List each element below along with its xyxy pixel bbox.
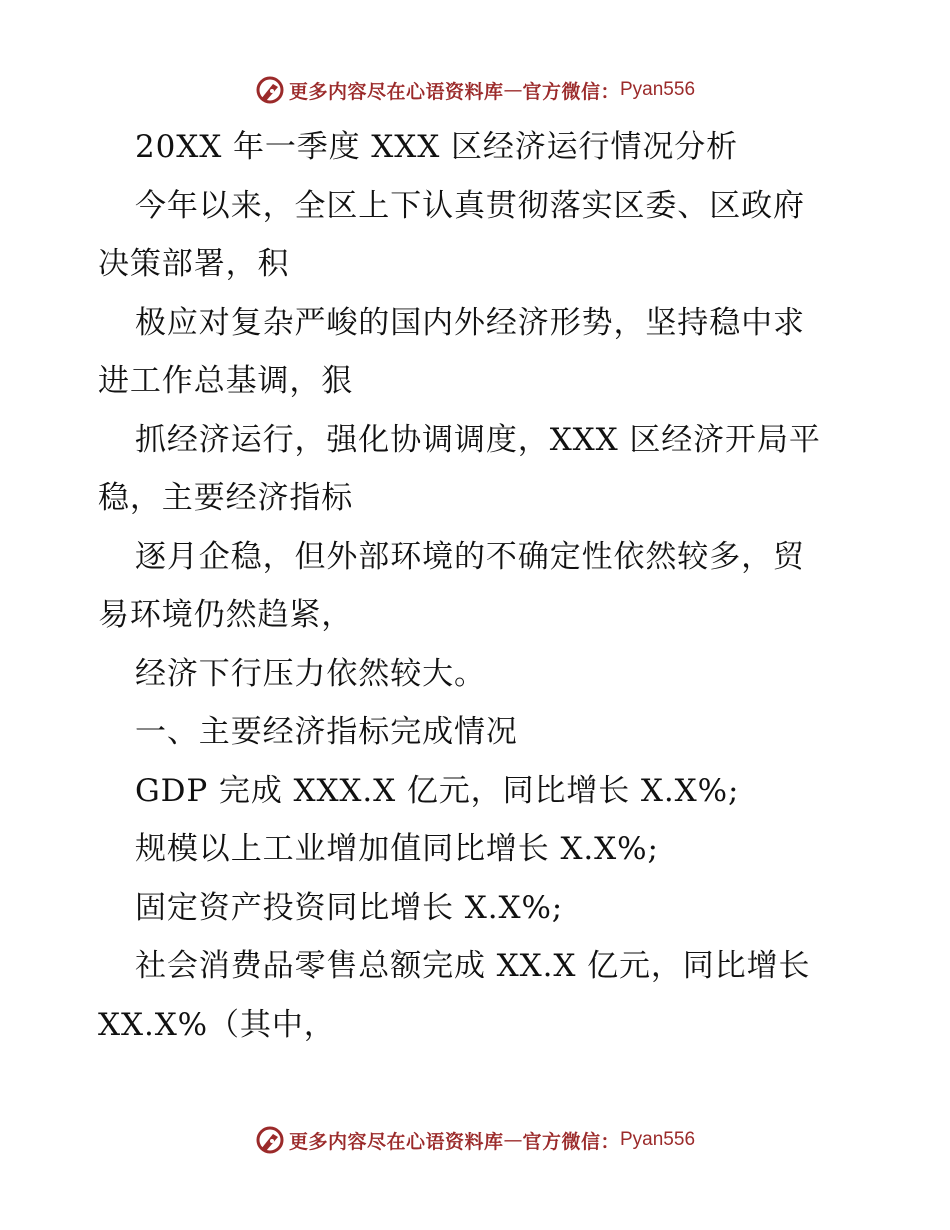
document-body [98, 118, 854, 1054]
watermark-wechat-id: Pyan556 [620, 1129, 696, 1150]
document-line: 规模以上工业增加值同比增长 X.X%; [135, 831, 659, 867]
document-line: GDP 完成 XXX.X 亿元，同比增长 X.X%; [135, 772, 740, 809]
document-line: 易环境仍然趋紧， [98, 597, 354, 633]
watermark-text: 更多内容尽在心语资料库 [288, 80, 504, 103]
document-line: 今年以来，全区上下认真贯彻落实区委、区政府 [135, 187, 805, 224]
footer-watermark [0, 1120, 950, 1160]
document-line: 进工作总基调，狠 [98, 363, 354, 399]
document-line: 一、主要经济指标完成情况 [135, 714, 518, 750]
document-line: 稳，主要经济指标 [98, 480, 354, 516]
header-watermark [0, 70, 950, 110]
watermark-text: 更多内容尽在心语资料库 [288, 1130, 504, 1153]
document-line: 20XX 年一季度 XXX 区经济运行情况分析 [135, 129, 739, 165]
document-line: 社会消费品零售总额完成 XX.X 亿元，同比增长 [135, 948, 811, 984]
document-line: XX.X%（其中， [98, 1006, 336, 1043]
pen-nib-logo-icon [255, 75, 285, 105]
watermark-wechat-id: Pyan556 [620, 79, 696, 100]
document-line: 极应对复杂严峻的国内外经济形势，坚持稳中求 [135, 304, 805, 341]
document-line: 经济下行压力依然较大。 [135, 655, 486, 692]
document-line: 逐月企稳，但外部环境的不确定性依然较多，贸 [135, 538, 805, 575]
document-line: 抓经济运行，强化协调调度，XXX 区经济开局平 [135, 421, 821, 458]
watermark-label: 官方微信： [522, 1130, 620, 1153]
document-line: 固定资产投资同比增长 X.X%; [135, 889, 564, 926]
watermark-label: 官方微信： [522, 80, 620, 103]
watermark-separator: — [503, 1129, 523, 1151]
document-line: 决策部署，积 [98, 246, 290, 282]
pen-nib-logo-icon [255, 1125, 285, 1155]
watermark-separator: — [503, 79, 523, 101]
